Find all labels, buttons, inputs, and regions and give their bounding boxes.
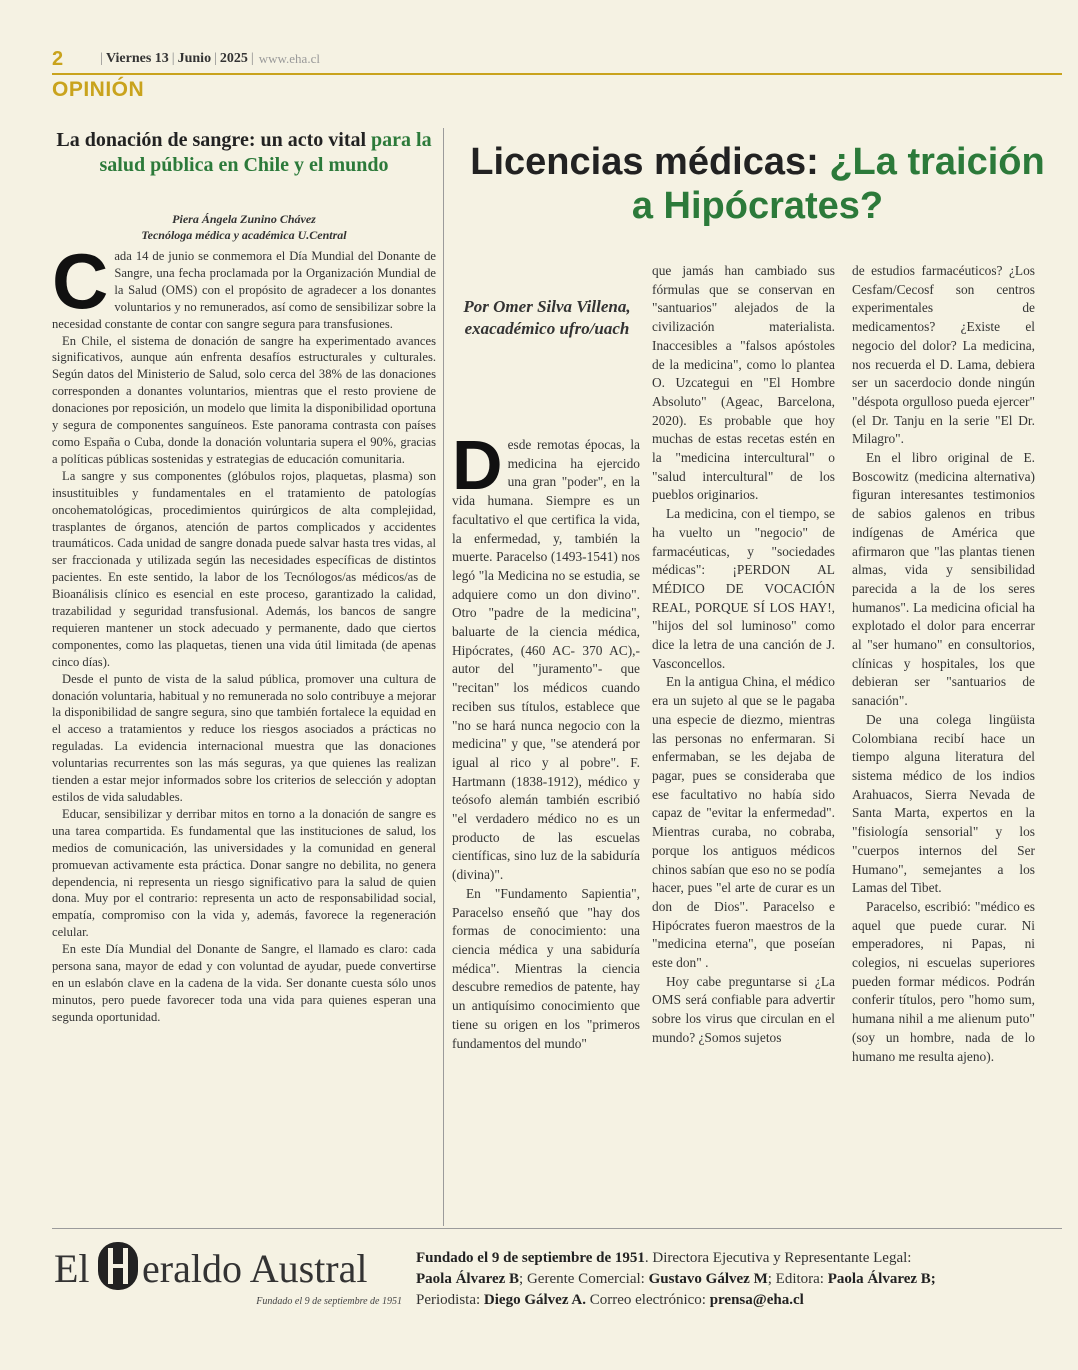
email-link[interactable]: prensa@eha.cl — [709, 1292, 804, 1308]
footer-rule — [52, 1228, 1062, 1229]
paragraph: que jamás han cambiado sus fórmulas que se conservan en "santuarios" alejados de la civilización materialista. Inaccesibles a "falsos apóstoles de la medicina", como lo plantea O. Uzcategui en "El Hombre Absoluto" (Ageac, Barcelona, 2020). Es probable que hoy muchas de estas recetas estén en la "medicina intercultural" o "salud intercultural" de los pueblos originarios. — [652, 263, 835, 503]
website-link[interactable]: www.eha.cl — [258, 51, 320, 66]
paragraph: La sangre y sus componentes (glóbulos rojos, plaquetas, plasma) son insustituibles y fundamentales en el tratamiento de patologías oncohematológicas, procedimientos quirúrgicos de alta complejidad, trasplantes de órganos, atención de partos complicados y accidentes traumáticos. Cada unidad de sangre donada puede salvar hasta tres vidas, al ser fraccionada y utilizada según las necesidades específicas de distintos pacientes. En este sentido, la labor de los Tecnólogos/as médicos/as de Bioanálisis clínico es esencial en este proceso, garantizado la calidad, trazabilidad y seguridad transfusional. Además, los bancos de sangre requieren mantener un stock adecuado y permanente, dado que ciertos componentes, como las plaquetas, tienen una vida útil limitada (de apenas cinco días). — [52, 468, 436, 669]
paragraph: En la antigua China, el médico era un sujeto al que se le pagaba una especie de diezmo, mientras las personas no enfermaran. Si enfermaban, se les dejaba de pagar, pues se consideraba que ese facultativo no había sido capaz de "evitar la enfermedad". Mientras curaba, no cobraba, porque los antiguos médicos chinos sabían que eso no se podía hacer, pues "el arte de curar es un don de Dios". Paracelso e Hipócrates fueron maestros de la "medicina eterna", que poseían este don" . — [652, 674, 835, 971]
header-rule — [52, 73, 1062, 75]
paragraph: La medicina, con el tiempo, se ha vuelto un "negocio" de farmacéuticas, y "sociedades médicas": ¡PERDON AL MÉDICO DE VOCACIÓN REAL, PORQUE SÍ LOS HAY!, "hijos del sol luminoso" como dice la letra de una canción de J. Vasconcellos. — [652, 506, 835, 671]
page-number: 2 — [52, 47, 64, 70]
paragraph: Cada 14 de junio se conmemora el Día Mundial del Donante de Sangre, una fecha proclamada por la Organización Mundial de la Salud (OMS) con el propósito de agradecer a los donantes voluntarios y no remunerados, así como de sensibilizar sobre la necesidad constante de contar con sangre segura para transfusiones. — [52, 248, 436, 331]
author-role: Tecnóloga médica y académica U.Central — [141, 228, 347, 242]
right-title-part2: ¿La traición a Hipócrates? — [631, 141, 1045, 227]
author-name: Piera Ángela Zunino Chávez — [172, 212, 316, 226]
footer-credits — [416, 1248, 1056, 1311]
left-article-author — [52, 211, 436, 243]
paragraph: De una colega lingüista Colombiana recibí hace un tiempo alguna literatura del sistema médico de los indios Arahuacos, Sierra Nevada de Santa Marta, expertos en la "fisiología sensorial" y los "cuerpos internos del Ser Humano", semejantes a los Lamas del Tibet. — [852, 711, 1035, 896]
right-article-column-3 — [852, 262, 1035, 1226]
paragraph: Paracelso, escribió: "médico es aquel que puede curar. Ni emperadores, ni Papas, ni colegios, ni escuelas superiores pueden formar médicos. Podrán conferir títulos, pero "homo sum, humana nihil a me alienum puto" (soy un hombre, nada de lo humano me resulta ajeno). — [852, 898, 1035, 1064]
page-header: 2 | Viernes 13 | Junio | 2025 | www.eha.cl — [52, 47, 320, 70]
right-article-title — [455, 140, 1060, 228]
issue-year: 2025 — [219, 51, 248, 66]
logo-graphic — [52, 1238, 402, 1294]
credits-line-3: Periodista: Diego Gálvez A. Correo electrónico: prensa@eha.cl — [416, 1292, 804, 1308]
paragraph: Desde el punto de vista de la salud pública, promover una cultura de donación voluntaria, habitual y no remunerada no solo contribuye a mejorar la disponibilidad de sangre segura, sino que también fortalece la equidad en el acceso a tratamientos y reduce los riesgos asociados a prácticas no reguladas. La evidencia internacional muestra que las donaciones voluntarias recurrentes son las más seguras, ya que quienes las realizan tienden a estar mejor informados sobre los criterios de selección y adoptan estilos de vida saludables. — [52, 671, 436, 804]
left-article-title — [52, 128, 436, 178]
paragraph: Hoy cabe preguntarse si ¿La OMS será confiable para advertir sobre los virus que circulan en el mundo? ¿Somos sujetos — [652, 973, 835, 1045]
drop-cap: C — [52, 248, 109, 325]
issue-month: Junio — [177, 51, 212, 66]
svg-text:El: El — [54, 1246, 90, 1291]
left-title-part1: La donación de sangre: un acto vital — [56, 129, 367, 151]
credits-line-1: Fundado el 9 de septiembre de 1951. Directora Ejecutiva y Representante Legal: — [416, 1250, 912, 1266]
left-title-part2: para la salud pública en Chile y el mundo — [99, 129, 432, 176]
paragraph: de estudios farmacéuticos? ¿Los Cesfam/Cecosf son centros experimentales de medicamentos? ¿Existe el negocio del dolor? La medicina, nos recuerda el D. Lama, debiera ser un sacerdocio donde ningún "déspota orgulloso pueda ejercer" (el Dr. Tanju en la serie "El Dr. Milagro". — [852, 263, 1035, 447]
left-article-body — [52, 248, 436, 1223]
paragraph: En Chile, el sistema de donación de sangre ha experimentado avances significativos, aunque aún enfrenta desafíos estructurales y culturales. Según datos del Ministerio de Salud, solo cerca del 38% de las donaciones corresponden a donantes voluntarios, mientras que el resto proviene de donaciones por reposición, un modelo que limita la disponibilidad oportuna y segura de componentes sanguíneos. Este panorama contrasta con países como España o Cuba, donde la donación voluntaria supera el 90%, gracias a políticas públicas sostenidas y estrategias de educación comunitaria. — [52, 333, 436, 466]
issue-day: Viernes 13 — [105, 51, 169, 66]
right-article-byline: Por Omer Silva Villena, exacadémico ufro/uach — [463, 297, 631, 338]
paragraph: Educar, sensibilizar y derribar mitos en torno a la donación de sangre es una tarea compartida. Es fundamental que las instituciones de salud, los medios de comunicación, las universidades y la comunidad en general promuevan activamente esta práctica. Donar sangre no debilita, no genera dependencia, ni representa un riesgo significativo para la salud de quien dona. Muy por el contrario: representa un acto de responsabilidad social, empatía, compromiso con la vida y, además, favorece la regeneración celular. — [52, 806, 436, 940]
paragraph: En el libro original de E. Boscowitz (medicina alternativa) figuran interesantes testimonios de sabios galenos en tribus indígenas de América que afirmaron que "las plantas tienen almas, vida y sensibilidad parecida a la de los seres humanos". La medicina oficial ha explotado el dolor para encerrar al "ser humano" en consultorios, clínicas y hospitales, los que debieran ser "santuarios de sanación". — [852, 450, 1035, 709]
right-article-column-2 — [652, 262, 835, 1226]
logo-tagline: Fundado el 9 de septiembre de 1951 — [256, 1296, 402, 1307]
right-article-column-1 — [452, 436, 640, 1226]
section-title: OPINIÓN — [52, 78, 145, 101]
svg-text:eraldo Austral: eraldo Austral — [142, 1246, 368, 1291]
drop-cap: D — [452, 436, 503, 504]
column-divider — [443, 128, 444, 1226]
paragraph: En "Fundamento Sapientia", Paracelso enseñó que "hay dos formas de conocimiento: una ciencia médica y una sabiduría médica". Mientras la ciencia descubre remedios de patente, hay un antiquísimo conocimiento que tiene su origen en los "primeros fundamentos del mundo" — [452, 885, 640, 1051]
paragraph: Desde remotas épocas, la medicina ha ejercido una gran "poder", en la vida humana. Siempre es un facultativo el que certifica la vida, la enfermedad, y, también la muerte. Paracelso (1493-1541) nos legó "la Medicina no se estudia, se adquiere como un don divino". Otro "padre de la medicina", baluarte de la ciencia médica, Hipócrates, (460 AC- 370 AC),- autor del "juramento"- que "recitan" los médicos cuando reciben sus títulos, establece que "no se hará nunca negocio con la medicina" y que, "se atenderá por igual al rico y al pobre". F. Hartmann (1838-1912), médico y teósofo alemán también escribió "el verdadero médico no es un producto de las escuelas científicas, sino luz de la sabiduría (divina)". — [452, 436, 640, 883]
right-title-part1: Licencias médicas: — [470, 141, 830, 183]
paragraph: En este Día Mundial del Donante de Sangre, el llamado es claro: cada persona sana, mayor de edad y con voluntad de ayudar, puede convertirse en un eslabón clave en la cadena de la vida. Ser donante cuesta sólo unos minutos, pero puede favorecer toda una vida para quienes esperan una segunda oportunidad. — [52, 942, 436, 1024]
credits-line-2: Paola Álvarez B; Gerente Comercial: Gustavo Gálvez M; Editora: Paola Álvarez B; — [416, 1271, 936, 1287]
